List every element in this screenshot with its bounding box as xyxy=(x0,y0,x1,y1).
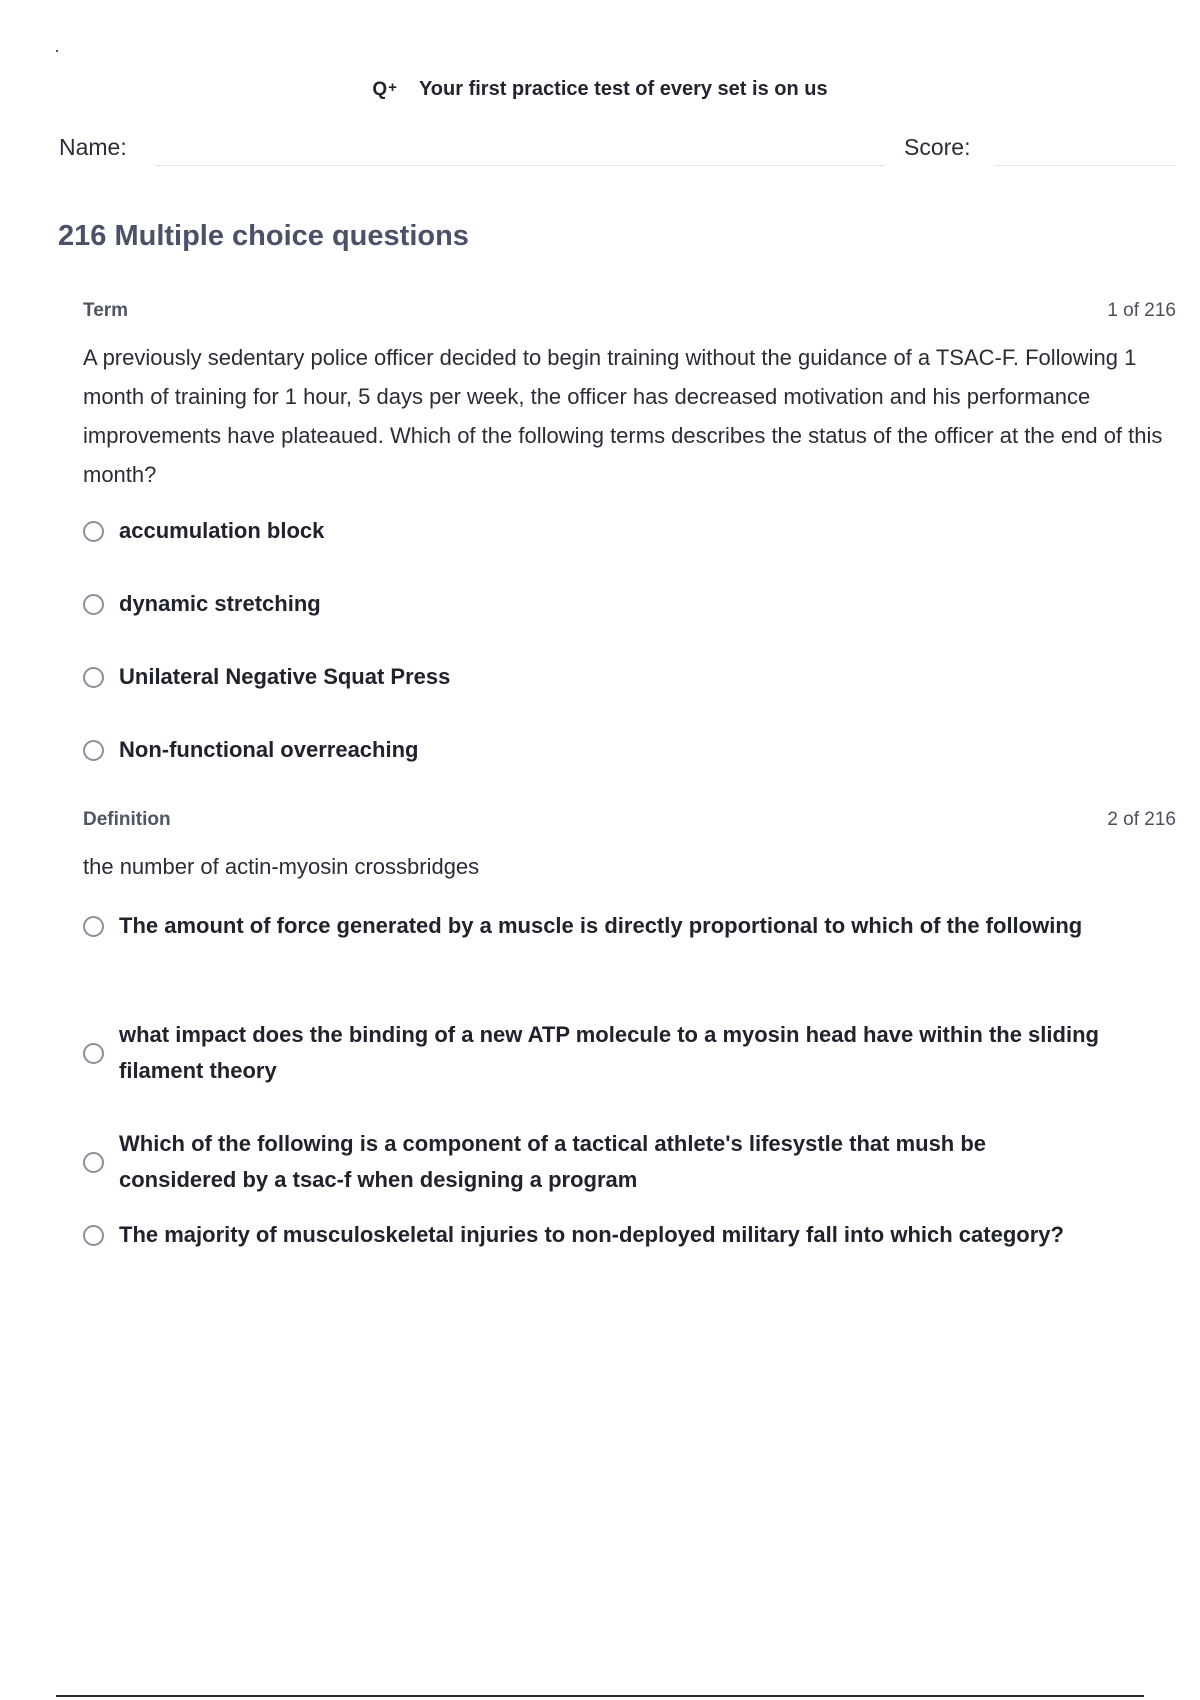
answer-option[interactable] xyxy=(83,586,1176,622)
option-label[interactable]: The majority of musculoskeletal injuries to non-deployed military fall into which category? xyxy=(119,1222,1064,1247)
score-field-line[interactable] xyxy=(994,165,1176,166)
quiz-plus-icon: Q + xyxy=(372,78,397,100)
option-label[interactable]: Non-functional overreaching xyxy=(119,737,419,762)
answer-option[interactable] xyxy=(83,1017,1106,1089)
question-header xyxy=(83,300,1176,326)
name-label: Name: xyxy=(59,134,127,160)
option-label[interactable]: accumulation block xyxy=(119,518,325,543)
radio-button[interactable] xyxy=(83,916,104,937)
page-bottom-divider xyxy=(56,1695,1144,1697)
name-field-line[interactable] xyxy=(155,165,885,166)
option-label[interactable]: what impact does the binding of a new ATP molecule to a myosin head have within the sliding filament theory xyxy=(119,1022,1099,1083)
answer-option[interactable] xyxy=(83,1126,1066,1198)
question-type: Term xyxy=(83,300,129,321)
question-type: Definition xyxy=(83,809,171,830)
question-card-1 xyxy=(83,300,1176,770)
radio-button[interactable] xyxy=(83,1152,104,1173)
score-label: Score: xyxy=(904,134,971,160)
page-dot-mark xyxy=(56,50,58,52)
question-card-2 xyxy=(83,809,1176,1279)
option-label[interactable]: Which of the following is a component of a tactical athlete's lifesystle that mush be considered by a tsac-f when designing a program xyxy=(119,1131,987,1192)
question-prompt: A previously sedentary police officer decided to begin training without the guidance of a TSAC-F. Following 1 month of training for 1 hour, 5 days per week, the officer has decreased motivation and his performance improvements have plateaued. Which of the following terms describes the status of the officer at the end of this month? xyxy=(83,345,1163,487)
radio-button[interactable] xyxy=(83,740,104,761)
answer-option[interactable] xyxy=(83,513,1176,549)
name-score-row xyxy=(59,134,1176,170)
radio-button[interactable] xyxy=(83,521,104,542)
promo-text: Your first practice test of every set is on us xyxy=(418,78,828,100)
radio-button[interactable] xyxy=(83,594,104,615)
question-counter: 1 of 216 xyxy=(1107,300,1176,321)
option-label[interactable]: Unilateral Negative Squat Press xyxy=(119,664,451,689)
answer-option[interactable] xyxy=(83,908,1086,944)
section-title: 216 Multiple choice questions xyxy=(58,220,469,252)
question-prompt: the number of actin-myosin crossbridges xyxy=(83,854,480,879)
question-header xyxy=(83,809,1176,835)
answer-option[interactable] xyxy=(83,659,1176,695)
answer-option[interactable] xyxy=(83,732,1176,768)
radio-button[interactable] xyxy=(83,1225,104,1246)
question-counter: 2 of 216 xyxy=(1107,809,1176,830)
option-label[interactable]: The amount of force generated by a muscle is directly proportional to which of the following xyxy=(119,913,1083,938)
answer-option[interactable] xyxy=(83,1217,1176,1253)
radio-button[interactable] xyxy=(83,667,104,688)
practice-test-promo[interactable] xyxy=(0,78,1200,101)
radio-button[interactable] xyxy=(83,1043,104,1064)
option-label[interactable]: dynamic stretching xyxy=(119,591,321,616)
